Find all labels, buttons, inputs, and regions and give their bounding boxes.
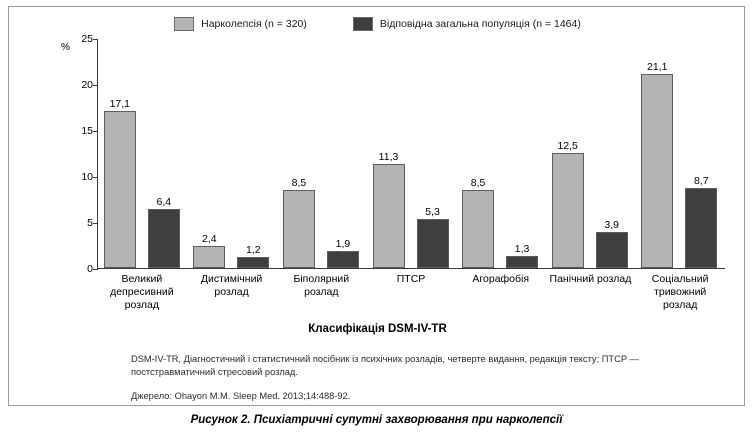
- bar-series-b: [685, 175, 717, 268]
- bar-value-label: 12,5: [557, 140, 578, 152]
- bar-group: [188, 39, 278, 268]
- y-tick-25: 25: [81, 33, 93, 45]
- bar-series-a: [552, 140, 584, 268]
- x-label-panic: Панічний розлад: [549, 273, 632, 285]
- bar-series-a: [462, 176, 494, 268]
- chart-frame: [8, 6, 745, 406]
- bar-series-a: [641, 60, 673, 268]
- bar-group: [277, 39, 367, 268]
- bar-value-label: 21,1: [647, 60, 668, 73]
- legend-label-general-population: Відповідна загальна популяція (n = 1464): [379, 18, 581, 30]
- bar-value-label: 5,3: [425, 206, 440, 219]
- legend-item-general-population: [353, 17, 581, 31]
- chart-axes: [97, 39, 725, 269]
- legend-item-narcolepsy: [174, 17, 307, 31]
- bar-value-label: 8,5: [291, 176, 307, 189]
- x-axis-title: Класифікація DSM-IV-TR: [308, 323, 447, 335]
- bar-value-label: 1,9: [335, 237, 351, 250]
- legend-label-narcolepsy: Нарколепсія (n = 320): [201, 18, 307, 30]
- x-label-dysthymic: Дистимічний розлад: [200, 273, 263, 298]
- bar-series-b: [237, 244, 269, 268]
- bar-series-b: [417, 206, 449, 268]
- y-tick-5: 5: [87, 217, 93, 229]
- chart-legend: [9, 17, 746, 31]
- legend-swatch-narcolepsy: [174, 17, 194, 31]
- chart-footnotes: [131, 353, 711, 403]
- y-axis-tick-labels: [67, 33, 93, 275]
- y-tick-15: 15: [81, 125, 93, 137]
- bar-group: [98, 39, 188, 268]
- y-tick-10: 10: [81, 171, 93, 183]
- bar-series-b: [148, 196, 180, 268]
- y-tick-20: 20: [81, 79, 93, 91]
- bar-series-a: [193, 232, 225, 268]
- axis-tick-0: [93, 269, 98, 270]
- bar-value-label: 2,4: [202, 232, 217, 245]
- footnote-source: Джерело: Ohayon M.M. Sleep Med. 2013;14:488-92.: [131, 391, 351, 401]
- x-label-social-anxiety: Соціальний тривожний розлад: [651, 273, 709, 311]
- bar-value-label: 1,3: [514, 243, 530, 255]
- bar-value-label: 17,1: [109, 97, 130, 110]
- figure-caption: Рисунок 2. Психіатричні супутні захворювання при нарколепсії: [190, 414, 563, 426]
- y-axis-unit: %: [61, 42, 70, 53]
- bar-groups: [98, 39, 725, 268]
- bar-series-a: [104, 97, 136, 268]
- bar-value-label: 8,7: [693, 175, 709, 187]
- footnote-abbreviations: DSM-IV-TR, Діагностичний і статистичний посібник із психічних розладів, четверте видання, редакція тексту; ПТСР — постстравматичний стресовий розлад.: [131, 354, 639, 377]
- bar-group: [367, 39, 457, 268]
- bar-series-a: [283, 176, 315, 268]
- x-label-bipolar: Біполярний розлад: [293, 273, 350, 298]
- bar-group: [456, 39, 546, 268]
- bar-value-label: 8,5: [470, 176, 486, 189]
- x-label-agoraphobia: Агорафобія: [472, 273, 530, 285]
- bar-group: [635, 39, 725, 268]
- x-axis-category-labels: [97, 273, 725, 312]
- bar-series-a: [373, 151, 405, 268]
- bar-series-b: [327, 237, 359, 269]
- bar-value-label: 1,2: [246, 244, 261, 256]
- bar-series-b: [506, 243, 538, 268]
- bar-series-b: [596, 219, 628, 268]
- plot-area: [9, 33, 746, 311]
- legend-swatch-general-population: [353, 17, 373, 31]
- x-label-major-depressive: Великий депресивний розлад: [110, 273, 174, 311]
- y-tick-0: 0: [87, 263, 93, 275]
- bar-value-label: 11,3: [378, 151, 399, 163]
- bar-value-label: 6,4: [156, 196, 172, 209]
- x-label-ptsd: ПТСР: [396, 273, 426, 285]
- bar-value-label: 3,9: [604, 219, 619, 232]
- bar-group: [546, 39, 636, 268]
